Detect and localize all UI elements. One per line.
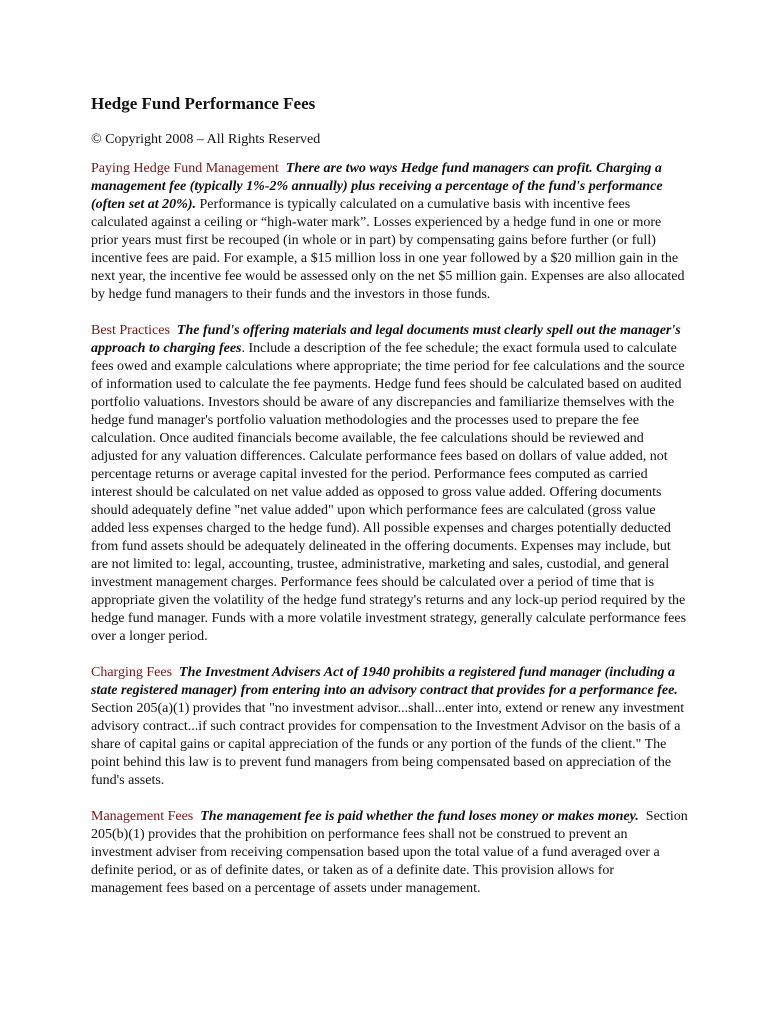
document-title: Hedge Fund Performance Fees <box>91 94 316 113</box>
section-body: Section 205(a)(1) provides that "no investment advisor...shall...enter into, extend or renew any investment advisory contract...if such contract provides for compensation to the Investment Advisor on the basis of a share of capital gains or capital appreciation of the funds or any portion of the funds of the client." The point behind this law is to prevent fund managers from being compensated based on appreciation of the fund's assets. <box>91 701 685 788</box>
section-body: . Include a description of the fee schedule; the exact formula used to calculate fees owed and example calculations where appropriate; the time period for fee calculations and the source of information used to calculate the fee payments. Hedge fund fees should be calculated based on audited portfolio valuations. Investors should be aware of any discrepancies and familiarize themselves with the hedge fund manager's portfolio valuation methodologies and the processes used to prepare the fee calculation. Once audited financials become available, the fee calculations should be reviewed and adjusted for any valuation differences. Calculate performance fees based on dollars of value added, not percentage returns or average capital invested for the period. Performance fees computed as carried interest should be calculated on net value added as opposed to gross value added. Offering documents should adequately define "net value added" upon which performance fees are calculated (gross value added less expenses charged to the hedge fund). All possible expenses and charges potentially deducted from fund assets should be adequately delineated in the offering documents. Expenses may include, but are not limited to: legal, accounting, trustee, administrative, marketing and sales, custodial, and general investment management charges. Performance fees should be calculated over a period of time that is appropriate given the volatility of the hedge fund strategy's returns and any lock-up period required by the hedge fund manager. Funds with a more volatile investment strategy, generally calculate performance fees over a longer period. <box>91 341 687 644</box>
section-lead: The Investment Advisers Act of 1940 prohibits a registered fund manager (including a state registered manager) from entering into an advisory contract that provides for a performance fee. <box>91 665 678 698</box>
section-paying-hedge-fund-management <box>91 160 688 304</box>
section-heading: Management Fees <box>91 809 194 824</box>
section-lead: The fund's offering materials and legal documents must clearly spell out the manager's approach to charging fees <box>91 323 681 356</box>
section-management-fees <box>91 808 688 898</box>
section-body: Section 205(b)(1) provides that the prohibition on performance fees shall not be construed to prevent an investment adviser from receiving compensation based upon the total value of a fund averaged over a definite period, or as of definite dates, or taken as of a definite date. This provision allows for management fees based on a percentage of assets under management. <box>91 809 688 896</box>
section-heading: Paying Hedge Fund Management <box>91 161 279 176</box>
section-heading: Best Practices <box>91 323 170 338</box>
section-lead: The management fee is paid whether the fund loses money or makes money. <box>200 809 639 824</box>
section-charging-fees <box>91 664 688 790</box>
section-lead: There are two ways Hedge fund managers can profit. Charging a management fee (typically 1%-2% annually) plus receiving a percentage of the fund's performance (often set at 20%). <box>91 161 663 212</box>
section-heading: Charging Fees <box>91 665 173 680</box>
copyright-notice: © Copyright 2008 – All Rights Reserved <box>91 132 321 147</box>
section-body: Performance is typically calculated on a cumulative basis with incentive fees calculated against a ceiling or “high-water mark”. Losses experienced by a hedge fund in one or more prior years must first be recouped (in whole or in part) by compensating gains before further (or full) incentive fees are paid. For example, a $15 million loss in one year followed by a $20 million gain in the next year, the incentive fee would be assessed only on the net $5 million gain. Expenses are also allocated by hedge fund managers to their funds and the investors in those funds. <box>91 197 685 302</box>
section-best-practices <box>91 322 688 646</box>
